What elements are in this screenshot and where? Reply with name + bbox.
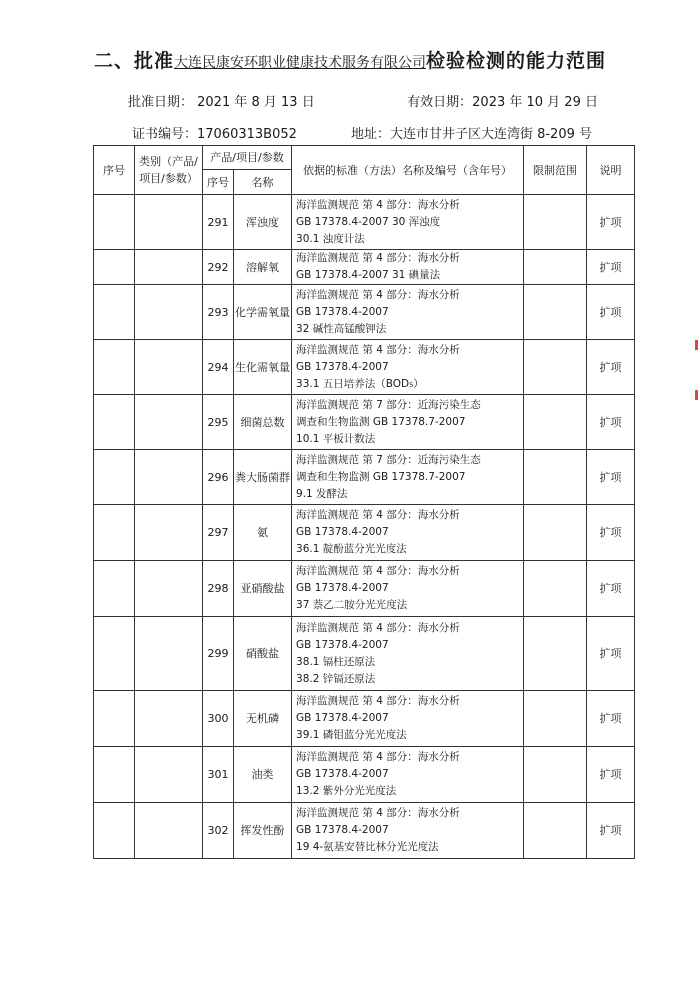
standard-line: GB 17378.4-2007	[296, 360, 389, 373]
standard-line: 13.2 紫外分光光度法	[296, 785, 397, 797]
cell-standard	[292, 747, 524, 803]
standard-line: GB 17378.4-2007	[296, 582, 389, 594]
cell-seq	[94, 340, 135, 395]
table-row	[94, 195, 635, 250]
table-row	[94, 617, 635, 691]
standard-line: 36.1 靛酚蓝分光光度法	[296, 543, 407, 555]
valid-date: 有效日期：2023 年 10 月 29 日	[407, 95, 598, 110]
standard-line: GB 17378.4-2007	[296, 824, 389, 836]
cell-note: 扩项	[587, 250, 635, 285]
cell-name: 亚硝酸盐	[234, 561, 292, 617]
standard-line: 38.2 锌镉还原法	[296, 672, 376, 685]
cell-seq	[94, 285, 135, 340]
cell-note: 扩项	[587, 285, 635, 340]
standard-line: 海洋监测规范 第 4 部分：海水分析	[296, 751, 460, 763]
header-note: 说明	[587, 146, 635, 195]
cell-note: 扩项	[587, 340, 635, 395]
cell-category	[135, 285, 203, 340]
cell-limit	[524, 691, 587, 747]
cell-standard	[292, 250, 524, 285]
cell-category	[135, 691, 203, 747]
cell-standard	[292, 691, 524, 747]
standard-line: GB 17378.4-2007	[296, 712, 389, 724]
header-standard: 依据的标准（方法）名称及编号（含年号）	[292, 146, 524, 195]
cell-name: 细菌总数	[234, 395, 292, 450]
cell-name: 挥发性酚	[234, 803, 292, 859]
cell-note: 扩项	[587, 617, 635, 691]
cell-limit	[524, 250, 587, 285]
cell-name: 无机磷	[234, 691, 292, 747]
header-sub-seq: 序号	[203, 170, 234, 195]
cell-name: 生化需氧量	[234, 340, 292, 395]
cell-name: 溶解氧	[234, 250, 292, 285]
cell-num: 296	[203, 450, 234, 505]
cell-seq	[94, 803, 135, 859]
cell-num: 301	[203, 747, 234, 803]
table-row	[94, 285, 635, 340]
edge-mark	[695, 340, 698, 350]
standard-line: 海洋监测规范 第 4 部分：海水分析	[296, 695, 460, 707]
standard-line: 9.1 发酵法	[296, 487, 348, 500]
standard-line: 39.1 磷钼蓝分光光度法	[296, 729, 407, 741]
standard-line: 37 萘乙二胺分光光度法	[296, 599, 408, 611]
standard-line: 海洋监测规范 第 4 部分：海水分析	[296, 621, 460, 634]
cell-standard	[292, 803, 524, 859]
edge-mark	[695, 390, 698, 400]
table-row	[94, 505, 635, 561]
cell-num: 291	[203, 195, 234, 250]
cell-category	[135, 395, 203, 450]
certificate-number: 证书编号：17060313B052	[132, 127, 297, 142]
standard-line: 19 4-氨基安替比林分光光度法	[296, 841, 439, 853]
address: 地址：大连市甘井子区大连湾街 8-209 号	[350, 127, 592, 142]
cell-seq	[94, 691, 135, 747]
cell-category	[135, 250, 203, 285]
cell-name: 氨	[234, 505, 292, 561]
cell-note: 扩项	[587, 691, 635, 747]
standard-line: GB 17378.4-2007	[296, 638, 389, 651]
cell-seq	[94, 617, 135, 691]
title-suffix: 检验检测的能力范围	[426, 50, 607, 72]
standard-line: 海洋监测规范 第 4 部分：海水分析	[296, 198, 460, 211]
standard-line: 海洋监测规范 第 4 部分：海水分析	[296, 509, 460, 521]
standard-line: 调查和生物监测 GB 17378.7-2007	[296, 470, 466, 483]
cell-note: 扩项	[587, 195, 635, 250]
cell-category	[135, 561, 203, 617]
standard-line: 海洋监测规范 第 4 部分：海水分析	[296, 565, 460, 577]
cell-category	[135, 450, 203, 505]
document-title	[0, 46, 700, 73]
cell-standard	[292, 450, 524, 505]
certificate-line	[132, 123, 592, 142]
cell-num: 299	[203, 617, 234, 691]
standard-line: 30.1 浊度计法	[296, 232, 365, 245]
cell-limit	[524, 450, 587, 505]
cell-note: 扩项	[587, 561, 635, 617]
cell-num: 292	[203, 250, 234, 285]
cell-num: 294	[203, 340, 234, 395]
cell-limit	[524, 505, 587, 561]
cell-limit	[524, 340, 587, 395]
cell-seq	[94, 195, 135, 250]
cell-seq	[94, 561, 135, 617]
cell-num: 302	[203, 803, 234, 859]
organization-name: 大连民康安环职业健康技术服务有限公司	[174, 55, 426, 71]
standard-line: GB 17378.4-2007 30 浑浊度	[296, 215, 441, 228]
cell-standard	[292, 395, 524, 450]
header-name: 名称	[234, 170, 292, 195]
standard-line: 海洋监测规范 第 4 部分：海水分析	[296, 252, 460, 264]
table-row	[94, 561, 635, 617]
cell-seq	[94, 450, 135, 505]
standard-line: GB 17378.4-2007	[296, 305, 389, 318]
standard-line: 海洋监测规范 第 4 部分：海水分析	[296, 288, 460, 301]
title-prefix: 二、批准	[93, 50, 174, 72]
cell-seq	[94, 505, 135, 561]
standard-line: 32 碱性高锰酸钾法	[296, 322, 387, 335]
cell-name: 硝酸盐	[234, 617, 292, 691]
cell-note: 扩项	[587, 395, 635, 450]
standard-line: 调查和生物监测 GB 17378.7-2007	[296, 415, 466, 428]
cell-limit	[524, 395, 587, 450]
cell-note: 扩项	[587, 803, 635, 859]
cell-limit	[524, 285, 587, 340]
cell-num: 293	[203, 285, 234, 340]
cell-num: 298	[203, 561, 234, 617]
cell-standard	[292, 195, 524, 250]
standard-line: 10.1 平板计数法	[296, 432, 376, 445]
standard-line: GB 17378.4-2007 31 碘量法	[296, 269, 441, 281]
standard-line: GB 17378.4-2007	[296, 768, 389, 780]
table-row	[94, 340, 635, 395]
cell-standard	[292, 285, 524, 340]
header-seq: 序号	[94, 146, 135, 195]
cell-name: 浑浊度	[234, 195, 292, 250]
cell-num: 297	[203, 505, 234, 561]
standard-line: 海洋监测规范 第 7 部分：近海污染生态	[296, 453, 481, 466]
table-row	[94, 450, 635, 505]
standard-line: GB 17378.4-2007	[296, 526, 389, 538]
standard-line: 海洋监测规范 第 7 部分：近海污染生态	[296, 398, 481, 411]
standard-line: 33.1 五日培养法（BOD₅）	[296, 377, 424, 390]
cell-num: 300	[203, 691, 234, 747]
cell-name: 粪大肠菌群	[234, 450, 292, 505]
cell-seq	[94, 395, 135, 450]
approval-date: 批准日期： 2021 年 8 月 13 日	[128, 95, 315, 110]
header-category: 类别（产品/项目/参数）	[135, 146, 203, 195]
cell-note: 扩项	[587, 747, 635, 803]
cell-category	[135, 195, 203, 250]
cell-category	[135, 505, 203, 561]
table-row	[94, 691, 635, 747]
cell-num: 295	[203, 395, 234, 450]
cell-standard	[292, 561, 524, 617]
table-row	[94, 803, 635, 859]
cell-seq	[94, 747, 135, 803]
header-product-group: 产品/项目/参数	[203, 146, 292, 170]
cell-category	[135, 747, 203, 803]
cell-limit	[524, 803, 587, 859]
table-row	[94, 250, 635, 285]
standard-line: 海洋监测规范 第 4 部分：海水分析	[296, 343, 460, 356]
cell-standard	[292, 617, 524, 691]
cell-standard	[292, 340, 524, 395]
cell-note: 扩项	[587, 450, 635, 505]
cell-name: 油类	[234, 747, 292, 803]
cell-standard	[292, 505, 524, 561]
cell-category	[135, 617, 203, 691]
cell-note: 扩项	[587, 505, 635, 561]
cell-seq	[94, 250, 135, 285]
cell-category	[135, 803, 203, 859]
cell-limit	[524, 617, 587, 691]
table-row	[94, 747, 635, 803]
standard-line: 海洋监测规范 第 4 部分：海水分析	[296, 807, 460, 819]
date-line	[128, 91, 598, 110]
cell-limit	[524, 561, 587, 617]
cell-category	[135, 340, 203, 395]
cell-limit	[524, 747, 587, 803]
cell-name: 化学需氧量	[234, 285, 292, 340]
capability-table	[93, 145, 635, 859]
cell-limit	[524, 195, 587, 250]
header-limit: 限制范围	[524, 146, 587, 195]
standard-line: 38.1 镉柱还原法	[296, 655, 376, 668]
table-row	[94, 395, 635, 450]
